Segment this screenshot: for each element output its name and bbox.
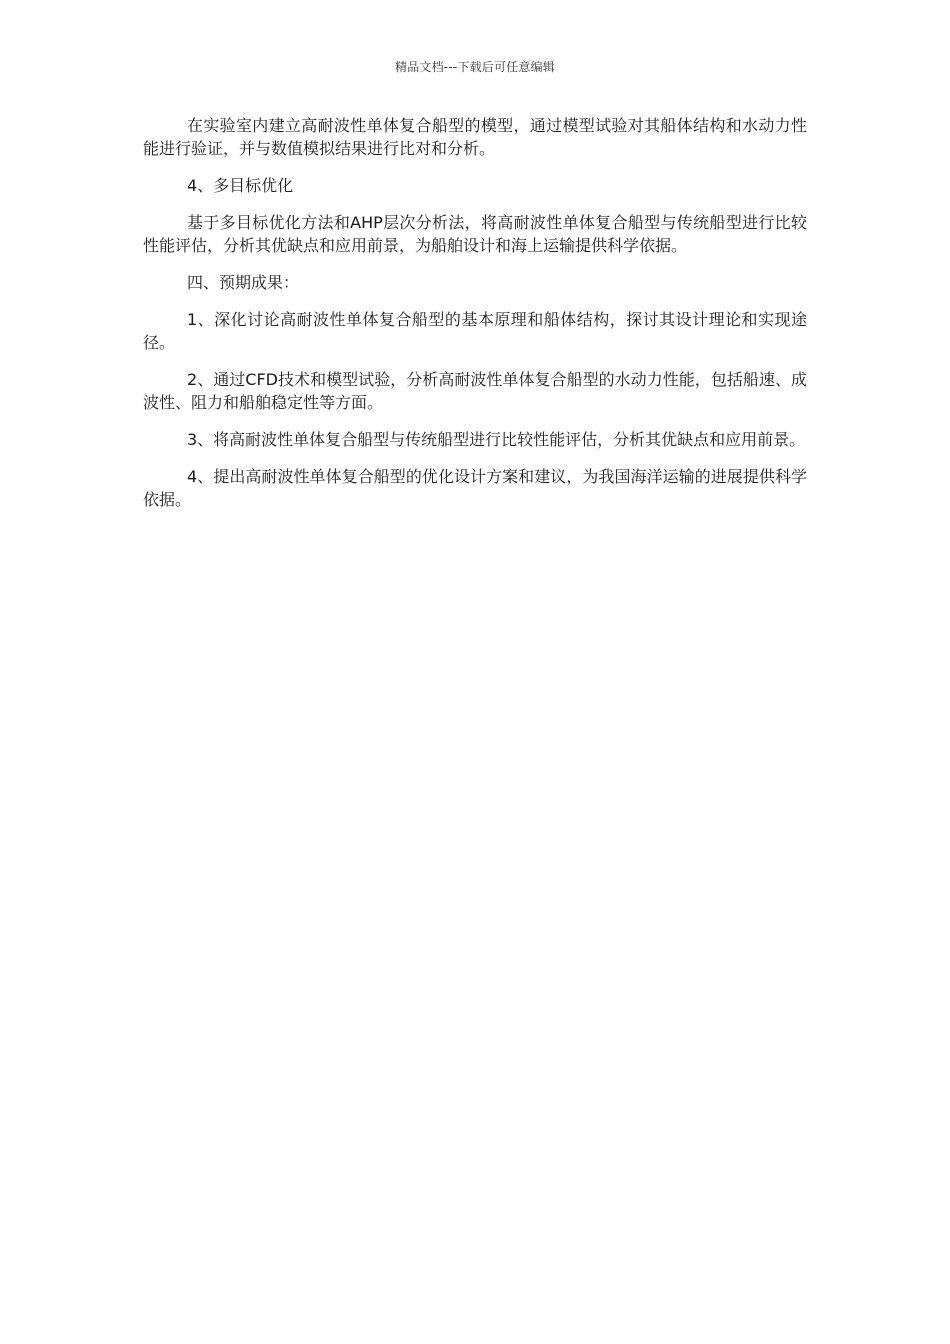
section-heading-expected-results: 四、预期成果： [187,273,300,292]
result-item-2: 2、通过CFD技术和模型试验，分析高耐波性单体复合船型的水动力性能，包括船速、成波性、阻力和船舶稳定性等方面。 [143,370,807,412]
paragraph-ahp-evaluation: 基于多目标优化方法和AHP层次分析法，将高耐波性单体复合船型与传统船型进行比较性能评估，分析其优缺点和应用前景，为船舶设计和海上运输提供科学依据。 [143,213,807,255]
page-header: 精品文档---下载后可任意编辑 [395,60,555,74]
paragraph-model-test: 在实验室内建立高耐波性单体复合船型的模型，通过模型试验对其船体结构和水动力性能进行验证，并与数值模拟结果进行比对和分析。 [143,116,807,158]
result-item-1: 1、深化讨论高耐波性单体复合船型的基本原理和船体结构，探讨其设计理论和实现途径。 [143,310,807,352]
result-item-4: 4、提出高耐波性单体复合船型的优化设计方案和建议，为我国海洋运输的进展提供科学依据。 [143,467,807,509]
section-heading-optimization: 4、多目标优化 [187,176,294,195]
document-body [143,114,807,525]
result-item-3: 3、将高耐波性单体复合船型与传统船型进行比较性能评估，分析其优缺点和应用前景。 [187,430,806,449]
